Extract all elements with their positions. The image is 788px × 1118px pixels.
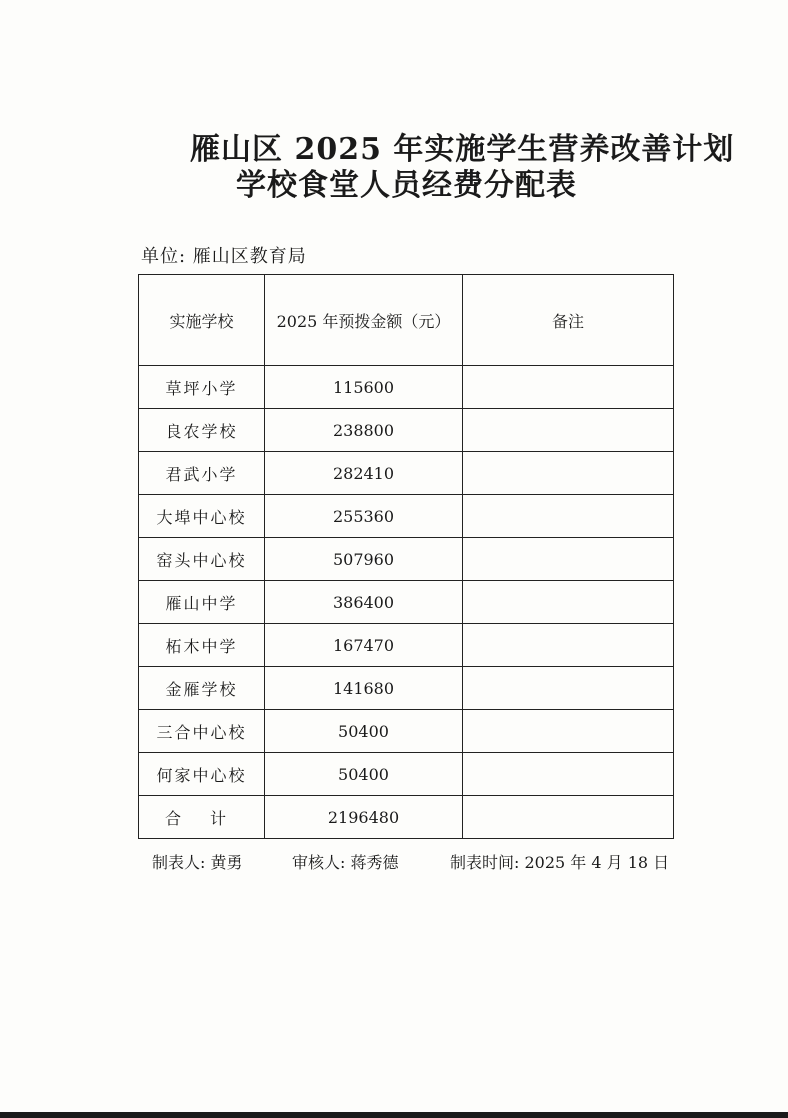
table-header-row	[139, 275, 674, 366]
school-name: 三合中心校	[139, 710, 265, 753]
document-title-line-1: 雁山区 2025 年实施学生营养改善计划	[190, 132, 735, 167]
school-name: 草坪小学	[139, 366, 265, 409]
remark-cell	[463, 667, 674, 710]
amount-cell: 50400	[265, 753, 463, 796]
school-name: 良农学校	[139, 409, 265, 452]
school-name: 大埠中心校	[139, 495, 265, 538]
document-title-line-2: 学校食堂人员经费分配表	[236, 168, 577, 203]
school-name: 雁山中学	[139, 581, 265, 624]
table-row	[139, 581, 674, 624]
remark-cell	[463, 581, 674, 624]
amount-cell: 238800	[265, 409, 463, 452]
footer-date: 制表时间: 2025 年 4 月 18 日	[450, 853, 670, 872]
amount-cell: 167470	[265, 624, 463, 667]
header-remark: 备注	[463, 275, 674, 366]
amount-cell: 507960	[265, 538, 463, 581]
remark-cell	[463, 624, 674, 667]
remark-cell	[463, 409, 674, 452]
table-row	[139, 538, 674, 581]
total-amount: 2196480	[265, 796, 463, 839]
table-row	[139, 667, 674, 710]
total-remark	[463, 796, 674, 839]
school-name: 何家中心校	[139, 753, 265, 796]
table-row	[139, 409, 674, 452]
footer-maker: 制表人: 黄勇	[152, 853, 243, 872]
allocation-table	[138, 274, 674, 839]
table-row	[139, 366, 674, 409]
school-name: 君武小学	[139, 452, 265, 495]
remark-cell	[463, 710, 674, 753]
table-row	[139, 452, 674, 495]
remark-cell	[463, 495, 674, 538]
table-row	[139, 624, 674, 667]
amount-cell: 50400	[265, 710, 463, 753]
unit-label: 单位: 雁山区教育局	[141, 246, 307, 267]
amount-cell: 282410	[265, 452, 463, 495]
table-row	[139, 495, 674, 538]
header-school: 实施学校	[139, 275, 265, 366]
table-total-row	[139, 796, 674, 839]
total-label: 合 计	[139, 796, 265, 839]
amount-cell: 255360	[265, 495, 463, 538]
school-name: 窑头中心校	[139, 538, 265, 581]
school-name: 金雁学校	[139, 667, 265, 710]
footer-reviewer: 审核人: 蒋秀德	[292, 853, 399, 872]
remark-cell	[463, 753, 674, 796]
scan-edge-bar	[0, 1112, 788, 1118]
remark-cell	[463, 538, 674, 581]
remark-cell	[463, 452, 674, 495]
header-amount: 2025 年预拨金额（元）	[265, 275, 463, 366]
table-row	[139, 710, 674, 753]
school-name: 柘木中学	[139, 624, 265, 667]
amount-cell: 386400	[265, 581, 463, 624]
amount-cell: 141680	[265, 667, 463, 710]
table-row	[139, 753, 674, 796]
amount-cell: 115600	[265, 366, 463, 409]
remark-cell	[463, 366, 674, 409]
